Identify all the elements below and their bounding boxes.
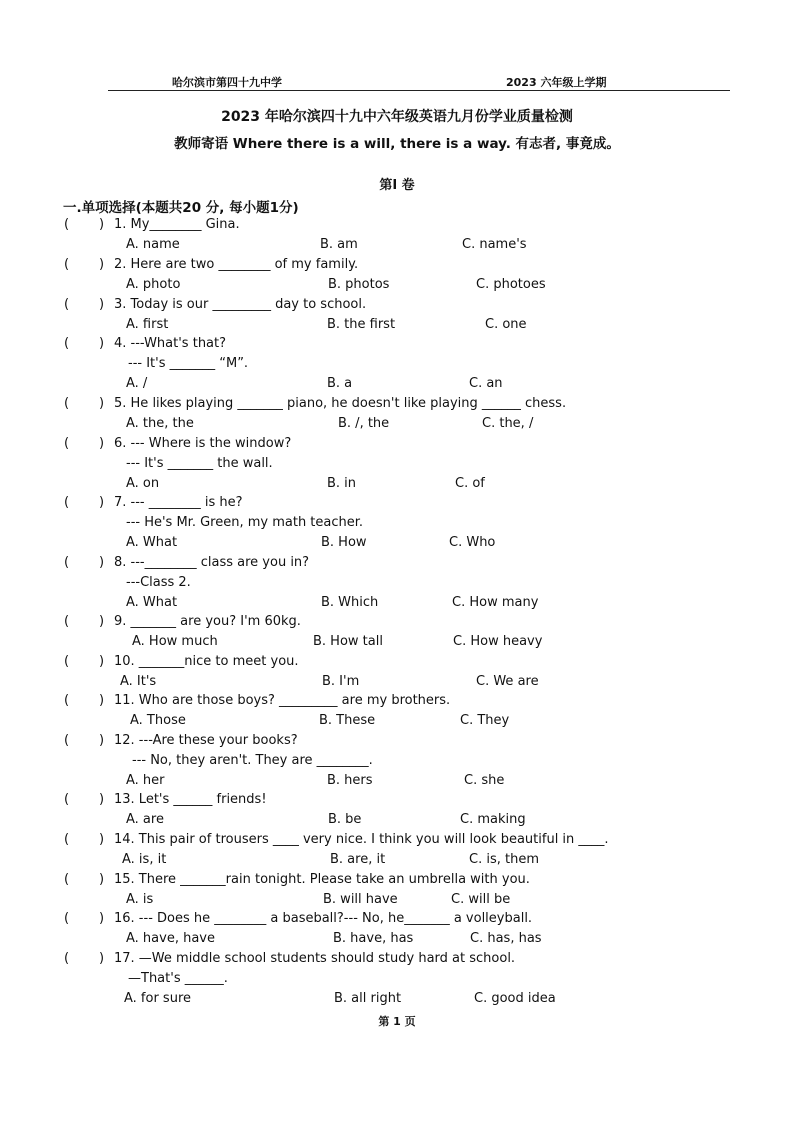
answer-paren-right: ) xyxy=(99,654,105,669)
option-c: C. will be xyxy=(451,891,511,907)
header-school: 哈尔滨市第四十九中学 xyxy=(172,76,282,89)
question-8 xyxy=(0,555,794,575)
question-stem: 11. Who are those boys? _________ are my brothers. xyxy=(114,693,451,708)
answer-paren-right: ) xyxy=(99,733,105,748)
question-9 xyxy=(0,614,794,634)
dialogue-line: --- It's _______ the wall. xyxy=(126,455,273,471)
option-c: C. is, them xyxy=(469,851,539,867)
option-c: C. good idea xyxy=(474,990,556,1006)
answer-paren-left: ( xyxy=(64,396,70,411)
question-7 xyxy=(0,495,794,515)
answer-paren-right: ) xyxy=(99,396,105,411)
option-a: A. What xyxy=(126,534,178,550)
option-c: C. of xyxy=(455,475,485,491)
answer-paren-right: ) xyxy=(99,832,105,847)
answer-paren-left: ( xyxy=(64,336,70,351)
answer-paren-left: ( xyxy=(64,733,70,748)
question-stem: 10. _______nice to meet you. xyxy=(114,654,299,669)
question-stem: 5. He likes playing _______ piano, he doesn't like playing ______ chess. xyxy=(114,396,567,411)
header-term: 2023 六年级上学期 xyxy=(506,76,607,89)
question-stem: 15. There _______rain tonight. Please take an umbrella with you. xyxy=(114,872,530,887)
question-2 xyxy=(0,257,794,277)
option-b: B. These xyxy=(319,712,376,728)
option-c: C. the, / xyxy=(482,415,534,431)
option-c: C. We are xyxy=(476,673,539,689)
question-17 xyxy=(0,951,794,971)
header-rule xyxy=(108,90,730,91)
option-b: B. the first xyxy=(327,316,396,332)
volume-heading: 第I 卷 xyxy=(379,178,415,193)
question-stem: 14. This pair of trousers ____ very nice. I think you will look beautiful in ____. xyxy=(114,832,609,847)
option-b: B. all right xyxy=(334,990,402,1006)
answer-paren-left: ( xyxy=(64,911,70,926)
option-a: A. is, it xyxy=(122,851,167,867)
option-c: C. making xyxy=(460,811,526,827)
option-a: A. Those xyxy=(130,712,186,728)
question-stem: 1. My________ Gina. xyxy=(114,217,240,232)
question-12 xyxy=(0,733,794,753)
page-title: 2023 年哈尔滨四十九中六年级英语九月份学业质量检测 xyxy=(221,109,573,125)
question-15 xyxy=(0,872,794,892)
question-stem: 6. --- Where is the window? xyxy=(114,436,292,451)
option-c: C. she xyxy=(464,772,505,788)
option-b: B. in xyxy=(327,475,357,491)
question-1 xyxy=(0,217,794,237)
option-a: A. the, the xyxy=(126,415,194,431)
option-b: B. will have xyxy=(323,891,398,907)
option-b: B. am xyxy=(320,236,358,252)
option-a: A. photo xyxy=(126,276,181,292)
question-stem: 2. Here are two ________ of my family. xyxy=(114,257,359,272)
option-a: A. is xyxy=(126,891,154,907)
option-a: A. What xyxy=(126,594,178,610)
question-stem: 13. Let's ______ friends! xyxy=(114,792,267,807)
option-b: B. a xyxy=(327,375,353,391)
option-b: B. are, it xyxy=(330,851,386,867)
question-3 xyxy=(0,297,794,317)
answer-paren-left: ( xyxy=(64,951,70,966)
answer-paren-left: ( xyxy=(64,693,70,708)
option-c: C. an xyxy=(469,375,503,391)
option-b: B. hers xyxy=(327,772,373,788)
option-a: A. name xyxy=(126,236,180,252)
option-b: B. have, has xyxy=(333,930,414,946)
question-stem: 7. --- ________ is he? xyxy=(114,495,243,510)
question-stem: 12. ---Are these your books? xyxy=(114,733,298,748)
option-b: B. be xyxy=(328,811,362,827)
answer-paren-right: ) xyxy=(99,872,105,887)
answer-paren-left: ( xyxy=(64,217,70,232)
option-c: C. How heavy xyxy=(453,633,543,649)
answer-paren-right: ) xyxy=(99,911,105,926)
question-6 xyxy=(0,436,794,456)
question-stem: 4. ---What's that? xyxy=(114,336,227,351)
question-16 xyxy=(0,911,794,931)
teacher-motto: 教师寄语 Where there is a will, there is a way. 有志者, 事竟成。 xyxy=(174,136,620,152)
option-b: B. photos xyxy=(328,276,390,292)
option-b: B. Which xyxy=(321,594,379,610)
option-c: C. one xyxy=(485,316,527,332)
answer-paren-right: ) xyxy=(99,257,105,272)
answer-paren-left: ( xyxy=(64,495,70,510)
option-a: A. have, have xyxy=(126,930,215,946)
question-stem: 16. --- Does he ________ a baseball?--- No, he_______ a volleyball. xyxy=(114,911,533,926)
option-a: A. her xyxy=(126,772,165,788)
question-stem: 17. —We middle school students should study hard at school. xyxy=(114,951,516,966)
answer-paren-left: ( xyxy=(64,614,70,629)
question-stem: 9. _______ are you? I'm 60kg. xyxy=(114,614,301,629)
dialogue-line: ---Class 2. xyxy=(126,574,191,590)
option-c: C. has, has xyxy=(470,930,542,946)
answer-paren-right: ) xyxy=(99,614,105,629)
option-a: A. / xyxy=(126,375,148,391)
option-a: A. are xyxy=(126,811,164,827)
answer-paren-left: ( xyxy=(64,257,70,272)
answer-paren-left: ( xyxy=(64,832,70,847)
answer-paren-right: ) xyxy=(99,436,105,451)
question-13 xyxy=(0,792,794,812)
answer-paren-left: ( xyxy=(64,654,70,669)
section-heading: 一.单项选择(本题共20 分, 每小题1分) xyxy=(63,200,299,216)
option-c: C. They xyxy=(460,712,510,728)
option-b: B. /, the xyxy=(338,415,390,431)
option-a: A. How much xyxy=(132,633,218,649)
option-b: B. How xyxy=(321,534,367,550)
answer-paren-right: ) xyxy=(99,555,105,570)
answer-paren-left: ( xyxy=(64,436,70,451)
option-c: C. How many xyxy=(452,594,539,610)
answer-paren-right: ) xyxy=(99,297,105,312)
answer-paren-left: ( xyxy=(64,297,70,312)
dialogue-line: --- It's _______ “M”. xyxy=(128,355,249,371)
question-4 xyxy=(0,336,794,356)
option-c: C. name's xyxy=(462,236,527,252)
answer-paren-right: ) xyxy=(99,951,105,966)
answer-paren-right: ) xyxy=(99,336,105,351)
option-a: A. It's xyxy=(120,673,157,689)
answer-paren-right: ) xyxy=(99,792,105,807)
answer-paren-right: ) xyxy=(99,495,105,510)
question-stem: 3. Today is our _________ day to school. xyxy=(114,297,367,312)
answer-paren-left: ( xyxy=(64,872,70,887)
question-5 xyxy=(0,396,794,416)
option-c: C. Who xyxy=(449,534,496,550)
option-c: C. photoes xyxy=(476,276,546,292)
answer-paren-left: ( xyxy=(64,792,70,807)
option-a: A. on xyxy=(126,475,160,491)
question-14 xyxy=(0,832,794,852)
answer-paren-left: ( xyxy=(64,555,70,570)
question-10 xyxy=(0,654,794,674)
answer-paren-right: ) xyxy=(99,217,105,232)
question-11 xyxy=(0,693,794,713)
option-a: A. first xyxy=(126,316,169,332)
dialogue-line: --- No, they aren't. They are ________. xyxy=(132,752,373,768)
answer-paren-right: ) xyxy=(99,693,105,708)
option-b: B. I'm xyxy=(322,673,360,689)
option-a: A. for sure xyxy=(124,990,192,1006)
dialogue-line: --- He's Mr. Green, my math teacher. xyxy=(126,514,364,530)
question-stem: 8. ---________ class are you in? xyxy=(114,555,310,570)
dialogue-line: —That's ______. xyxy=(128,970,228,986)
option-b: B. How tall xyxy=(313,633,383,649)
page-number: 第 1 页 xyxy=(378,1015,416,1028)
